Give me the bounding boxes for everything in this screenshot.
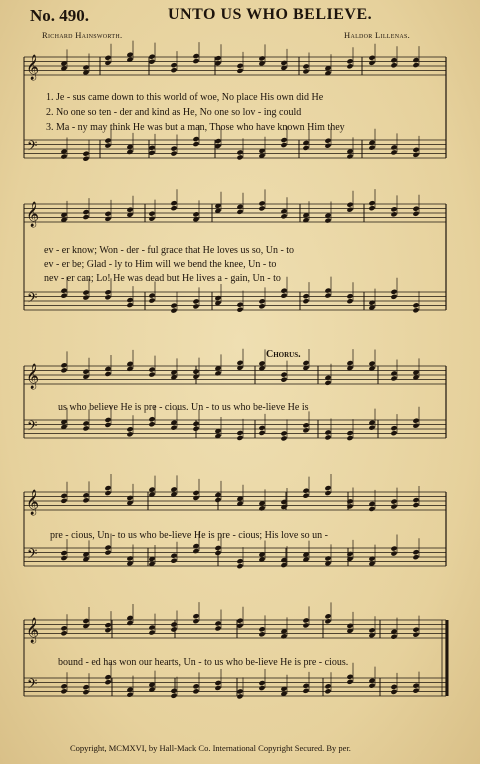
notehead — [302, 293, 309, 299]
notehead — [104, 679, 111, 685]
notehead — [104, 490, 111, 496]
notehead — [324, 217, 331, 223]
notehead — [170, 693, 177, 699]
notehead — [324, 613, 331, 619]
notehead — [214, 295, 221, 301]
notehead — [390, 425, 397, 431]
notehead — [280, 557, 287, 563]
notehead — [302, 622, 309, 628]
notehead — [236, 307, 243, 313]
notehead — [324, 683, 331, 689]
notehead — [346, 498, 353, 504]
notehead — [346, 623, 353, 629]
notehead — [192, 141, 199, 147]
notehead — [258, 425, 265, 431]
notehead — [302, 617, 309, 623]
notehead — [148, 297, 155, 303]
notehead — [104, 622, 111, 628]
notehead — [280, 377, 287, 383]
notehead — [346, 63, 353, 69]
notehead — [368, 300, 375, 306]
notehead — [346, 207, 353, 213]
notehead — [258, 505, 265, 511]
notehead — [346, 202, 353, 208]
notehead — [324, 287, 331, 293]
notehead — [148, 416, 155, 422]
notehead — [346, 360, 353, 366]
notehead — [280, 504, 287, 510]
notehead — [236, 68, 243, 74]
notehead — [258, 430, 265, 436]
notehead — [192, 688, 199, 694]
notehead — [280, 633, 287, 639]
notehead — [412, 57, 419, 63]
notehead — [368, 683, 375, 689]
notehead — [412, 497, 419, 503]
notehead — [214, 620, 221, 626]
notehead — [258, 680, 265, 686]
notehead — [170, 150, 177, 156]
notehead — [148, 216, 155, 222]
notehead — [280, 372, 287, 378]
notehead — [126, 302, 133, 308]
notehead — [60, 293, 67, 299]
notehead — [324, 555, 331, 561]
notehead — [214, 492, 221, 498]
notehead — [82, 497, 89, 503]
notehead — [368, 506, 375, 512]
notehead — [280, 60, 287, 66]
notehead — [214, 680, 221, 686]
notehead — [82, 64, 89, 70]
notehead — [346, 298, 353, 304]
notehead — [192, 369, 199, 375]
notehead — [214, 497, 221, 503]
notehead — [390, 62, 397, 68]
notehead — [324, 292, 331, 298]
notehead — [412, 632, 419, 638]
notehead — [148, 367, 155, 373]
notehead — [324, 434, 331, 440]
notehead — [82, 420, 89, 426]
notehead — [126, 297, 133, 303]
notehead — [280, 288, 287, 294]
notehead — [236, 149, 243, 155]
notehead — [60, 153, 67, 159]
notehead — [258, 626, 265, 632]
notehead — [346, 674, 353, 680]
notehead — [104, 627, 111, 633]
notehead — [346, 551, 353, 557]
notehead — [390, 634, 397, 640]
notehead — [280, 499, 287, 505]
notehead — [148, 372, 155, 378]
notehead — [236, 209, 243, 215]
notehead — [192, 613, 199, 619]
notehead — [258, 200, 265, 206]
notehead — [236, 365, 243, 371]
notehead — [170, 67, 177, 73]
notehead — [390, 550, 397, 556]
notehead — [412, 147, 419, 153]
notehead — [412, 211, 419, 217]
notehead — [236, 558, 243, 564]
notehead — [346, 503, 353, 509]
notehead — [258, 360, 265, 366]
notehead — [148, 629, 155, 635]
notehead — [126, 212, 133, 218]
notehead — [192, 683, 199, 689]
notehead — [214, 550, 221, 556]
notehead — [368, 55, 375, 61]
notehead — [324, 380, 331, 386]
notehead — [390, 294, 397, 300]
notehead — [412, 688, 419, 694]
notehead — [236, 302, 243, 308]
notehead — [236, 63, 243, 69]
notehead — [258, 298, 265, 304]
notehead — [82, 151, 89, 157]
notehead — [104, 371, 111, 377]
chorus-lyric-3: bound - ed has won our hearts, Un - to us who be-lieve He is pre - cious. — [58, 657, 349, 668]
notehead — [192, 548, 199, 554]
notehead — [368, 205, 375, 211]
notehead — [192, 421, 199, 427]
verse-1-line-1: 1. Je - sus came down to this world of woe, No place His own did He — [46, 92, 324, 103]
hymn-title: UNTO US WHO BELIEVE. — [168, 6, 373, 23]
notehead — [60, 493, 67, 499]
notehead — [82, 684, 89, 690]
notehead — [302, 688, 309, 694]
notehead — [412, 62, 419, 68]
notehead — [192, 618, 199, 624]
notehead — [302, 68, 309, 74]
notehead — [192, 495, 199, 501]
notehead — [82, 425, 89, 431]
notehead — [258, 205, 265, 211]
notehead — [60, 625, 67, 631]
notehead — [104, 216, 111, 222]
notehead — [148, 421, 155, 427]
notehead — [170, 558, 177, 564]
notehead — [82, 156, 89, 162]
notehead — [368, 627, 375, 633]
verse-2-line-2: ev - er be; Glad - ly to Him will we bend the knee, Un - to — [44, 259, 277, 270]
notehead — [302, 427, 309, 433]
notehead — [236, 435, 243, 441]
notehead — [170, 200, 177, 206]
notehead — [82, 689, 89, 695]
chorus-lyric-2: pre - cious, Un - to us who be-lieve He is pre - cious; His love so un - — [50, 530, 328, 541]
notehead — [412, 627, 419, 633]
notehead — [412, 152, 419, 158]
notehead — [390, 206, 397, 212]
notehead — [412, 418, 419, 424]
notehead — [302, 488, 309, 494]
notehead — [82, 289, 89, 295]
treble-clef: 𝄞 — [26, 364, 40, 389]
notehead — [104, 138, 111, 144]
notehead — [390, 430, 397, 436]
notehead — [324, 485, 331, 491]
treble-clef: 𝄞 — [26, 202, 40, 227]
lyricist-credit: Richard Hainsworth. — [42, 30, 123, 40]
notehead — [280, 142, 287, 148]
notehead — [258, 55, 265, 61]
notehead — [104, 294, 111, 300]
notehead — [104, 485, 111, 491]
verse-1-line-2: ev - er know; Won - der - ful grace that He loves us so, Un - to — [44, 245, 295, 256]
verse-2-line-1: 2. No one so ten - der and kind as He, No one so lov - ing could — [46, 107, 302, 118]
notehead — [412, 554, 419, 560]
notehead — [346, 435, 353, 441]
notehead — [170, 425, 177, 431]
composer-credit: Haldor Lillenas. — [344, 30, 411, 40]
notehead — [60, 362, 67, 368]
notehead — [104, 549, 111, 555]
notehead — [192, 374, 199, 380]
notehead — [126, 620, 133, 626]
notehead — [214, 370, 221, 376]
notehead — [82, 209, 89, 215]
notehead — [192, 490, 199, 496]
notehead — [236, 563, 243, 569]
notehead — [324, 138, 331, 144]
notehead — [412, 302, 419, 308]
notehead — [302, 140, 309, 146]
notehead — [82, 618, 89, 624]
notehead — [280, 435, 287, 441]
treble-clef: 𝄞 — [26, 618, 40, 643]
treble-clef: 𝄞 — [26, 490, 40, 515]
notehead — [192, 136, 199, 142]
notehead — [236, 154, 243, 160]
notehead — [214, 545, 221, 551]
notehead — [82, 492, 89, 498]
notehead — [104, 289, 111, 295]
notehead — [192, 426, 199, 432]
notehead — [280, 213, 287, 219]
notehead — [390, 211, 397, 217]
notehead — [60, 288, 67, 294]
notehead — [170, 621, 177, 627]
notehead — [258, 631, 265, 637]
notehead — [346, 430, 353, 436]
bass-clef: 𝄢 — [27, 546, 38, 565]
notehead — [390, 149, 397, 155]
notehead — [324, 70, 331, 76]
notehead — [302, 683, 309, 689]
notehead — [60, 367, 67, 373]
notehead — [104, 143, 111, 149]
copyright-notice: Copyright, MCMXVI, by Hall-Mack Co. International Copyright Secured. By per. — [70, 743, 351, 753]
notehead — [412, 307, 419, 313]
notehead — [104, 544, 111, 550]
notehead — [60, 683, 67, 689]
notehead — [60, 498, 67, 504]
notehead — [346, 58, 353, 64]
notehead — [170, 486, 177, 492]
notehead — [280, 293, 287, 299]
notehead — [192, 298, 199, 304]
notehead — [104, 417, 111, 423]
notehead — [170, 307, 177, 313]
bass-clef: 𝄢 — [27, 676, 38, 695]
notehead — [346, 153, 353, 159]
notehead — [368, 501, 375, 507]
treble-clef: 𝄞 — [26, 55, 40, 80]
notehead — [346, 293, 353, 299]
notehead — [82, 214, 89, 220]
notehead — [390, 57, 397, 63]
notehead — [280, 562, 287, 568]
notehead — [390, 689, 397, 695]
notehead — [104, 60, 111, 66]
chorus-label: Chorus. — [266, 349, 301, 360]
notehead — [346, 679, 353, 685]
notehead — [170, 302, 177, 308]
notehead — [104, 55, 111, 61]
notehead — [412, 502, 419, 508]
notehead — [214, 625, 221, 631]
notehead — [236, 204, 243, 210]
bass-clef: 𝄢 — [27, 418, 38, 437]
notehead — [412, 206, 419, 212]
notehead — [324, 143, 331, 149]
notehead — [280, 208, 287, 214]
notehead — [258, 303, 265, 309]
notehead — [368, 145, 375, 151]
notehead — [104, 366, 111, 372]
notehead — [324, 688, 331, 694]
notehead — [390, 144, 397, 150]
notehead — [302, 360, 309, 366]
notehead — [170, 205, 177, 211]
notehead — [126, 692, 133, 698]
hymn-number: No. 490. — [30, 6, 90, 25]
notehead — [126, 426, 133, 432]
notehead — [126, 149, 133, 155]
notehead — [82, 294, 89, 300]
notehead — [390, 503, 397, 509]
notehead — [104, 674, 111, 680]
notehead — [368, 200, 375, 206]
notehead — [192, 58, 199, 64]
notehead — [390, 289, 397, 295]
notehead — [214, 685, 221, 691]
notehead — [236, 430, 243, 436]
verse-3-line-1: 3. Ma - ny may think He was but a man, Those who have known Him they — [46, 122, 345, 133]
notehead — [324, 490, 331, 496]
notehead — [170, 145, 177, 151]
notehead — [60, 630, 67, 636]
notehead — [390, 498, 397, 504]
notehead — [302, 493, 309, 499]
notehead — [368, 425, 375, 431]
notehead — [192, 53, 199, 59]
notehead — [302, 422, 309, 428]
notehead — [412, 423, 419, 429]
notehead — [60, 550, 67, 556]
notehead — [280, 137, 287, 143]
notehead — [170, 553, 177, 559]
notehead — [390, 545, 397, 551]
notehead — [60, 688, 67, 694]
notehead — [390, 375, 397, 381]
notehead — [302, 63, 309, 69]
notehead — [126, 366, 133, 372]
notehead — [236, 360, 243, 366]
notehead — [104, 422, 111, 428]
notehead — [324, 375, 331, 381]
notehead — [192, 211, 199, 217]
notehead — [368, 556, 375, 562]
verse-3-line-2: nev - er can; Lo! He was dead but He lives a - gain, Un - to — [44, 273, 281, 284]
notehead — [170, 62, 177, 68]
notehead — [148, 211, 155, 217]
notehead — [324, 618, 331, 624]
notehead — [148, 624, 155, 630]
notehead — [126, 207, 133, 213]
notehead — [126, 555, 133, 561]
notehead — [324, 429, 331, 435]
notehead — [82, 623, 89, 629]
notehead — [368, 60, 375, 66]
notehead — [412, 683, 419, 689]
notehead — [258, 685, 265, 691]
notehead — [170, 688, 177, 694]
bass-clef: 𝄢 — [27, 290, 38, 309]
notehead — [192, 303, 199, 309]
notehead — [82, 369, 89, 375]
bass-clef: 𝄢 — [27, 138, 38, 157]
notehead — [280, 430, 287, 436]
notehead — [302, 298, 309, 304]
chorus-lyric-1: us who believe He is pre - cious. Un - to us who be-lieve He is — [58, 402, 309, 413]
notehead — [126, 431, 133, 437]
notehead — [82, 374, 89, 380]
notehead — [148, 292, 155, 298]
notehead — [390, 684, 397, 690]
notehead — [412, 549, 419, 555]
notehead — [104, 211, 111, 217]
notehead — [126, 495, 133, 501]
notehead — [60, 555, 67, 561]
notehead — [170, 626, 177, 632]
notehead — [390, 370, 397, 376]
notehead — [302, 145, 309, 151]
